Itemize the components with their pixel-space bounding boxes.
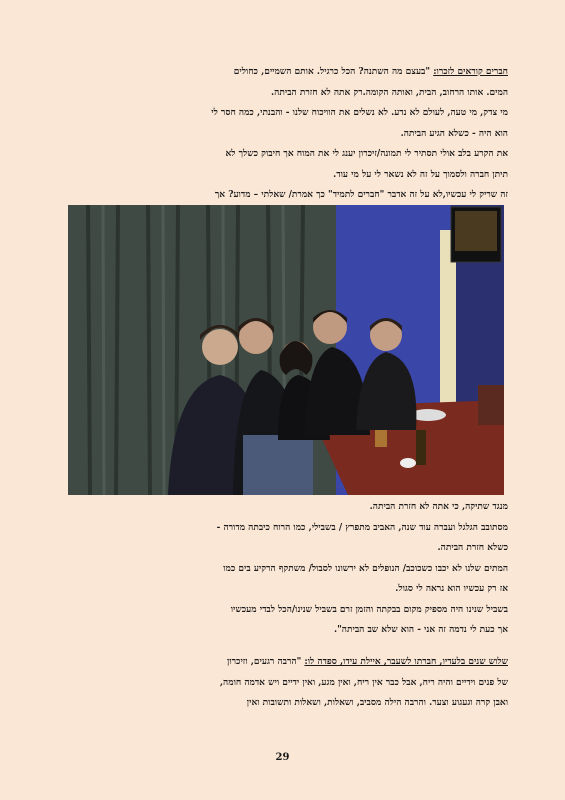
text-line: של פנים וידיים והיה ריח, אבל כבר אין ריח, ואין מגע, ואין ידיים ויש אדמה חומה,	[219, 677, 508, 688]
text-line-content: "בעצם מה השתנה? הכל כרגיל. אותם השמיים, כחולים	[233, 67, 431, 77]
paragraph-eulogy	[68, 652, 508, 714]
text-line-content: "הרבה רגעים, וזיכרון	[227, 657, 302, 667]
text-line	[68, 62, 508, 83]
paragraph-friends	[68, 62, 508, 206]
text-line: אז רק עכשיו הוא נראה לי סגול.	[395, 584, 508, 594]
text-line: הוא היה - כשלא הגיע הביתה.	[400, 128, 508, 139]
text-line: בשביל שנינו היה מספיק מקום בבקתה והזמן זרם בשביל שנינו/הכל לבדי מעכשיו	[230, 604, 508, 615]
text-line: ואבן קרה וגעגוע וצער. והרבה הילה מסביב, ושאלות, ושאלות ותשובות ואין	[246, 698, 508, 708]
text-line: מנגד שתיקה, כי אתה לא חזרת הביתה.	[369, 502, 508, 512]
text-line: תיתן חברה ולסמוך על זה לא נשאר לי על מי עוד.	[333, 169, 508, 180]
section-heading: חברים קוראים לזכרו:	[433, 67, 508, 77]
text-line: כשלא חזרת הביתה.	[437, 543, 508, 553]
section-heading: שלוש שנים בלעדיו, חברתו לשעבר, איילת עידו, ספדה לו:	[304, 657, 508, 667]
text-line: זה שריק לי עכשיו,לא על זה אדבר "חברים לתמיד" כך אמרת/ שאלתי – מדוע? אך	[214, 190, 508, 200]
group-photo	[68, 205, 504, 495]
text-line: המתים שלנו לא יכבו כשכוכב/ הנופלים לא ירשונו לסבול/ משתקף הרקיע בים כמו	[223, 563, 508, 574]
paragraph-poem	[68, 497, 508, 641]
text-line: מי צדק, מי טעה, לעולם לא נדע. לא נשלים את הוויכוח שלנו - והבנתי, כמה חסר לי	[211, 108, 508, 118]
text-line: מסתובב הגלגל ועברה עוד שנה, האביב מתפרץ / בשבילי, כמו הרוח כיבתה מדורה -	[216, 522, 508, 533]
text-line: המים. אותו הרחוב, הבית, ואותה הקומה.רק אתה לא חזרת הביתה.	[271, 87, 508, 98]
text-line: את הקרע בלב אולי תסתיר לי תמונה/זיכרון יענג לי את המוח אך חיבוק כשלך לא	[225, 149, 508, 159]
page-number: 29	[275, 752, 290, 763]
text-line	[68, 652, 508, 673]
text-line: אך כעת לי נדמה זה אני - הוא שלא שב הביתה".	[333, 625, 508, 635]
